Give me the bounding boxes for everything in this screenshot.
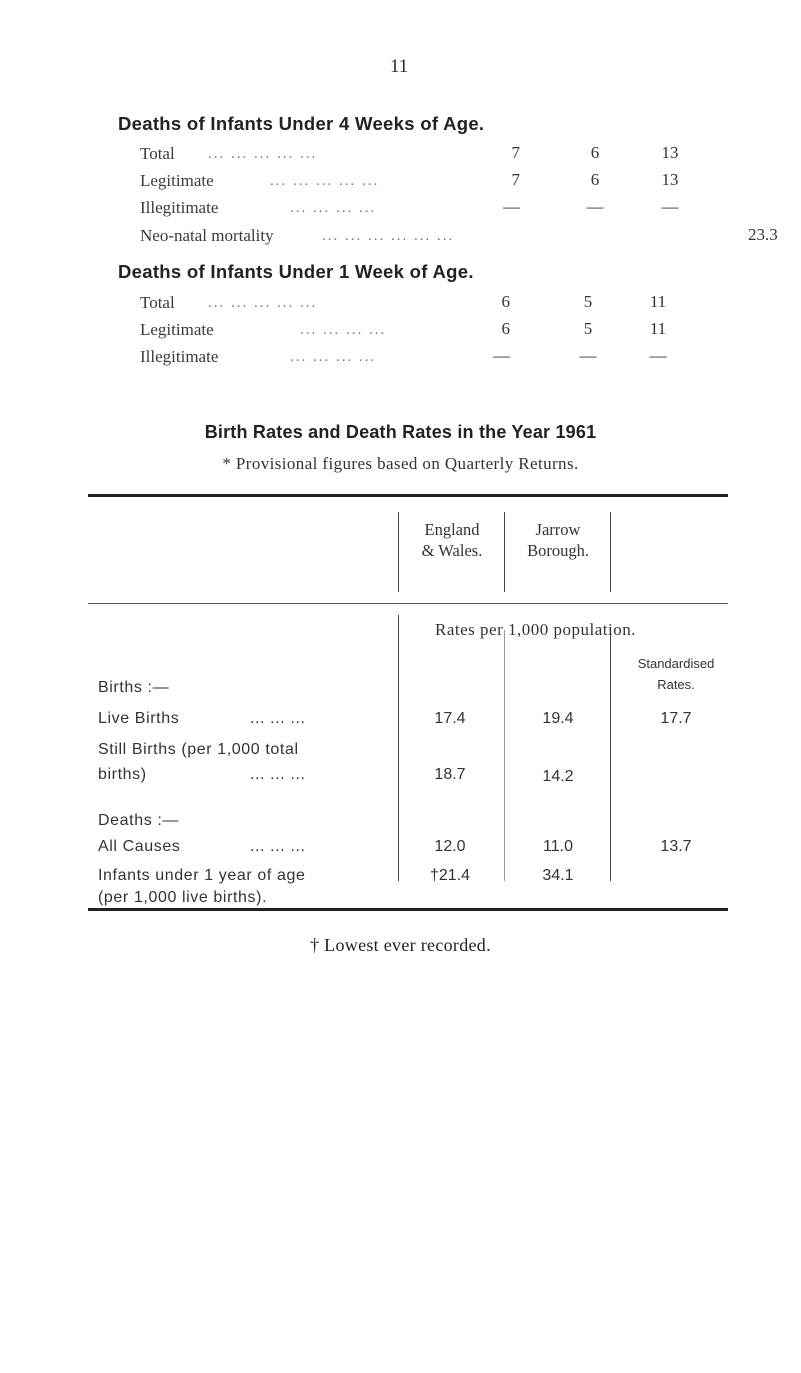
table-bottom-rule bbox=[88, 908, 728, 911]
section2-title: Deaths of Infants Under 1 Week of Age. bbox=[118, 261, 474, 282]
value-col3: 11 bbox=[649, 292, 667, 311]
standardised-header bbox=[612, 653, 740, 695]
row-label: Neo-natal mortality bbox=[140, 226, 274, 245]
value-col2: — bbox=[579, 346, 597, 365]
standardised-header-line2: Rates. bbox=[657, 677, 695, 692]
row-label: Live Births bbox=[98, 710, 180, 727]
value-col1: 6 bbox=[501, 292, 510, 311]
row-label: Total bbox=[140, 144, 175, 163]
value-col3: — bbox=[661, 197, 679, 216]
standardised-header-line1: Standardised bbox=[637, 656, 715, 671]
jarrow-value: 14.2 bbox=[542, 768, 574, 785]
value-col1: — bbox=[503, 197, 520, 216]
table-top-rule bbox=[88, 494, 728, 497]
england-value: †21.4 bbox=[429, 867, 471, 884]
jarrow-value: 19.4 bbox=[542, 710, 574, 727]
row-label-line1: Still Births (per 1,000 total bbox=[98, 741, 299, 758]
leader-dots: ... ... ... ... ... bbox=[270, 173, 380, 189]
col-header-jarrow bbox=[506, 519, 610, 561]
row-label: Legitimate bbox=[140, 320, 214, 339]
col-header-jarrow-line1: Jarrow bbox=[535, 520, 581, 539]
row-label: Illegitimate bbox=[140, 198, 219, 217]
jarrow-value: 34.1 bbox=[542, 867, 574, 884]
deaths-heading: Deaths :— bbox=[98, 812, 179, 829]
row-label: Illegitimate bbox=[140, 347, 219, 366]
leader-dots: ... ... ... ... bbox=[300, 322, 387, 338]
row-label-line2: births) bbox=[98, 766, 147, 783]
rates-subtitle: * Provisional figures based on Quarterly Returns. bbox=[222, 454, 579, 473]
value-col2: 6 bbox=[590, 143, 600, 162]
leader-dots: ... ... ... ... ... bbox=[208, 295, 318, 311]
value-col3: — bbox=[649, 346, 667, 365]
page-number: 11 bbox=[390, 56, 409, 77]
standardised-value: 17.7 bbox=[660, 710, 692, 727]
value-col3: 13 bbox=[661, 170, 679, 189]
col-header-england-line2: & Wales. bbox=[421, 541, 483, 560]
standardised-value: 13.7 bbox=[660, 838, 692, 855]
leader-dots: ... ... ... ... bbox=[290, 200, 377, 216]
column-divider bbox=[610, 630, 611, 881]
leader-dots: ... ... ... bbox=[250, 710, 306, 727]
leader-dots: ... ... ... bbox=[250, 766, 306, 783]
column-divider bbox=[610, 512, 611, 592]
value-col3: 11 bbox=[649, 319, 667, 338]
row-label-line2: (per 1,000 live births). bbox=[98, 889, 268, 906]
england-value: 18.7 bbox=[434, 766, 466, 783]
value-col3: 13 bbox=[661, 143, 679, 162]
column-divider bbox=[398, 615, 399, 881]
england-value: 17.4 bbox=[434, 710, 466, 727]
value-col2: 6 bbox=[590, 170, 600, 189]
value-col1: 7 bbox=[511, 143, 520, 162]
value-col1: 7 bbox=[511, 170, 520, 189]
col-header-jarrow-line2: Borough. bbox=[527, 541, 589, 560]
jarrow-value: 11.0 bbox=[543, 838, 573, 855]
leader-dots: ... ... ... ... ... ... bbox=[322, 228, 455, 244]
footnote: † Lowest ever recorded. bbox=[310, 935, 491, 955]
neonatal-value: 23.3 bbox=[748, 225, 778, 244]
leader-dots: ... ... ... ... ... bbox=[208, 146, 318, 162]
rates-title: Birth Rates and Death Rates in the Year 1961 bbox=[204, 422, 597, 442]
header-rule bbox=[88, 603, 728, 604]
leader-dots: ... ... ... ... bbox=[290, 349, 377, 365]
value-col1: 6 bbox=[501, 319, 510, 338]
section1-title: Deaths of Infants Under 4 Weeks of Age. bbox=[118, 113, 485, 134]
value-col1: — bbox=[493, 346, 510, 365]
rates-caption: Rates per 1,000 population. bbox=[435, 620, 636, 639]
row-label: All Causes bbox=[98, 838, 181, 855]
column-divider bbox=[504, 630, 505, 881]
row-label: Legitimate bbox=[140, 171, 214, 190]
value-col2: 5 bbox=[583, 292, 593, 311]
row-label: Total bbox=[140, 293, 175, 312]
births-heading: Births :— bbox=[98, 679, 170, 696]
england-value: 12.0 bbox=[434, 838, 466, 855]
col-header-england bbox=[400, 519, 504, 561]
leader-dots: ... ... ... bbox=[250, 838, 306, 855]
value-col2: 5 bbox=[583, 319, 593, 338]
col-header-england-line1: England bbox=[424, 520, 480, 539]
row-label-line1: Infants under 1 year of age bbox=[98, 867, 306, 884]
column-divider bbox=[398, 512, 399, 592]
column-divider bbox=[504, 512, 505, 592]
value-col2: — bbox=[586, 197, 604, 216]
